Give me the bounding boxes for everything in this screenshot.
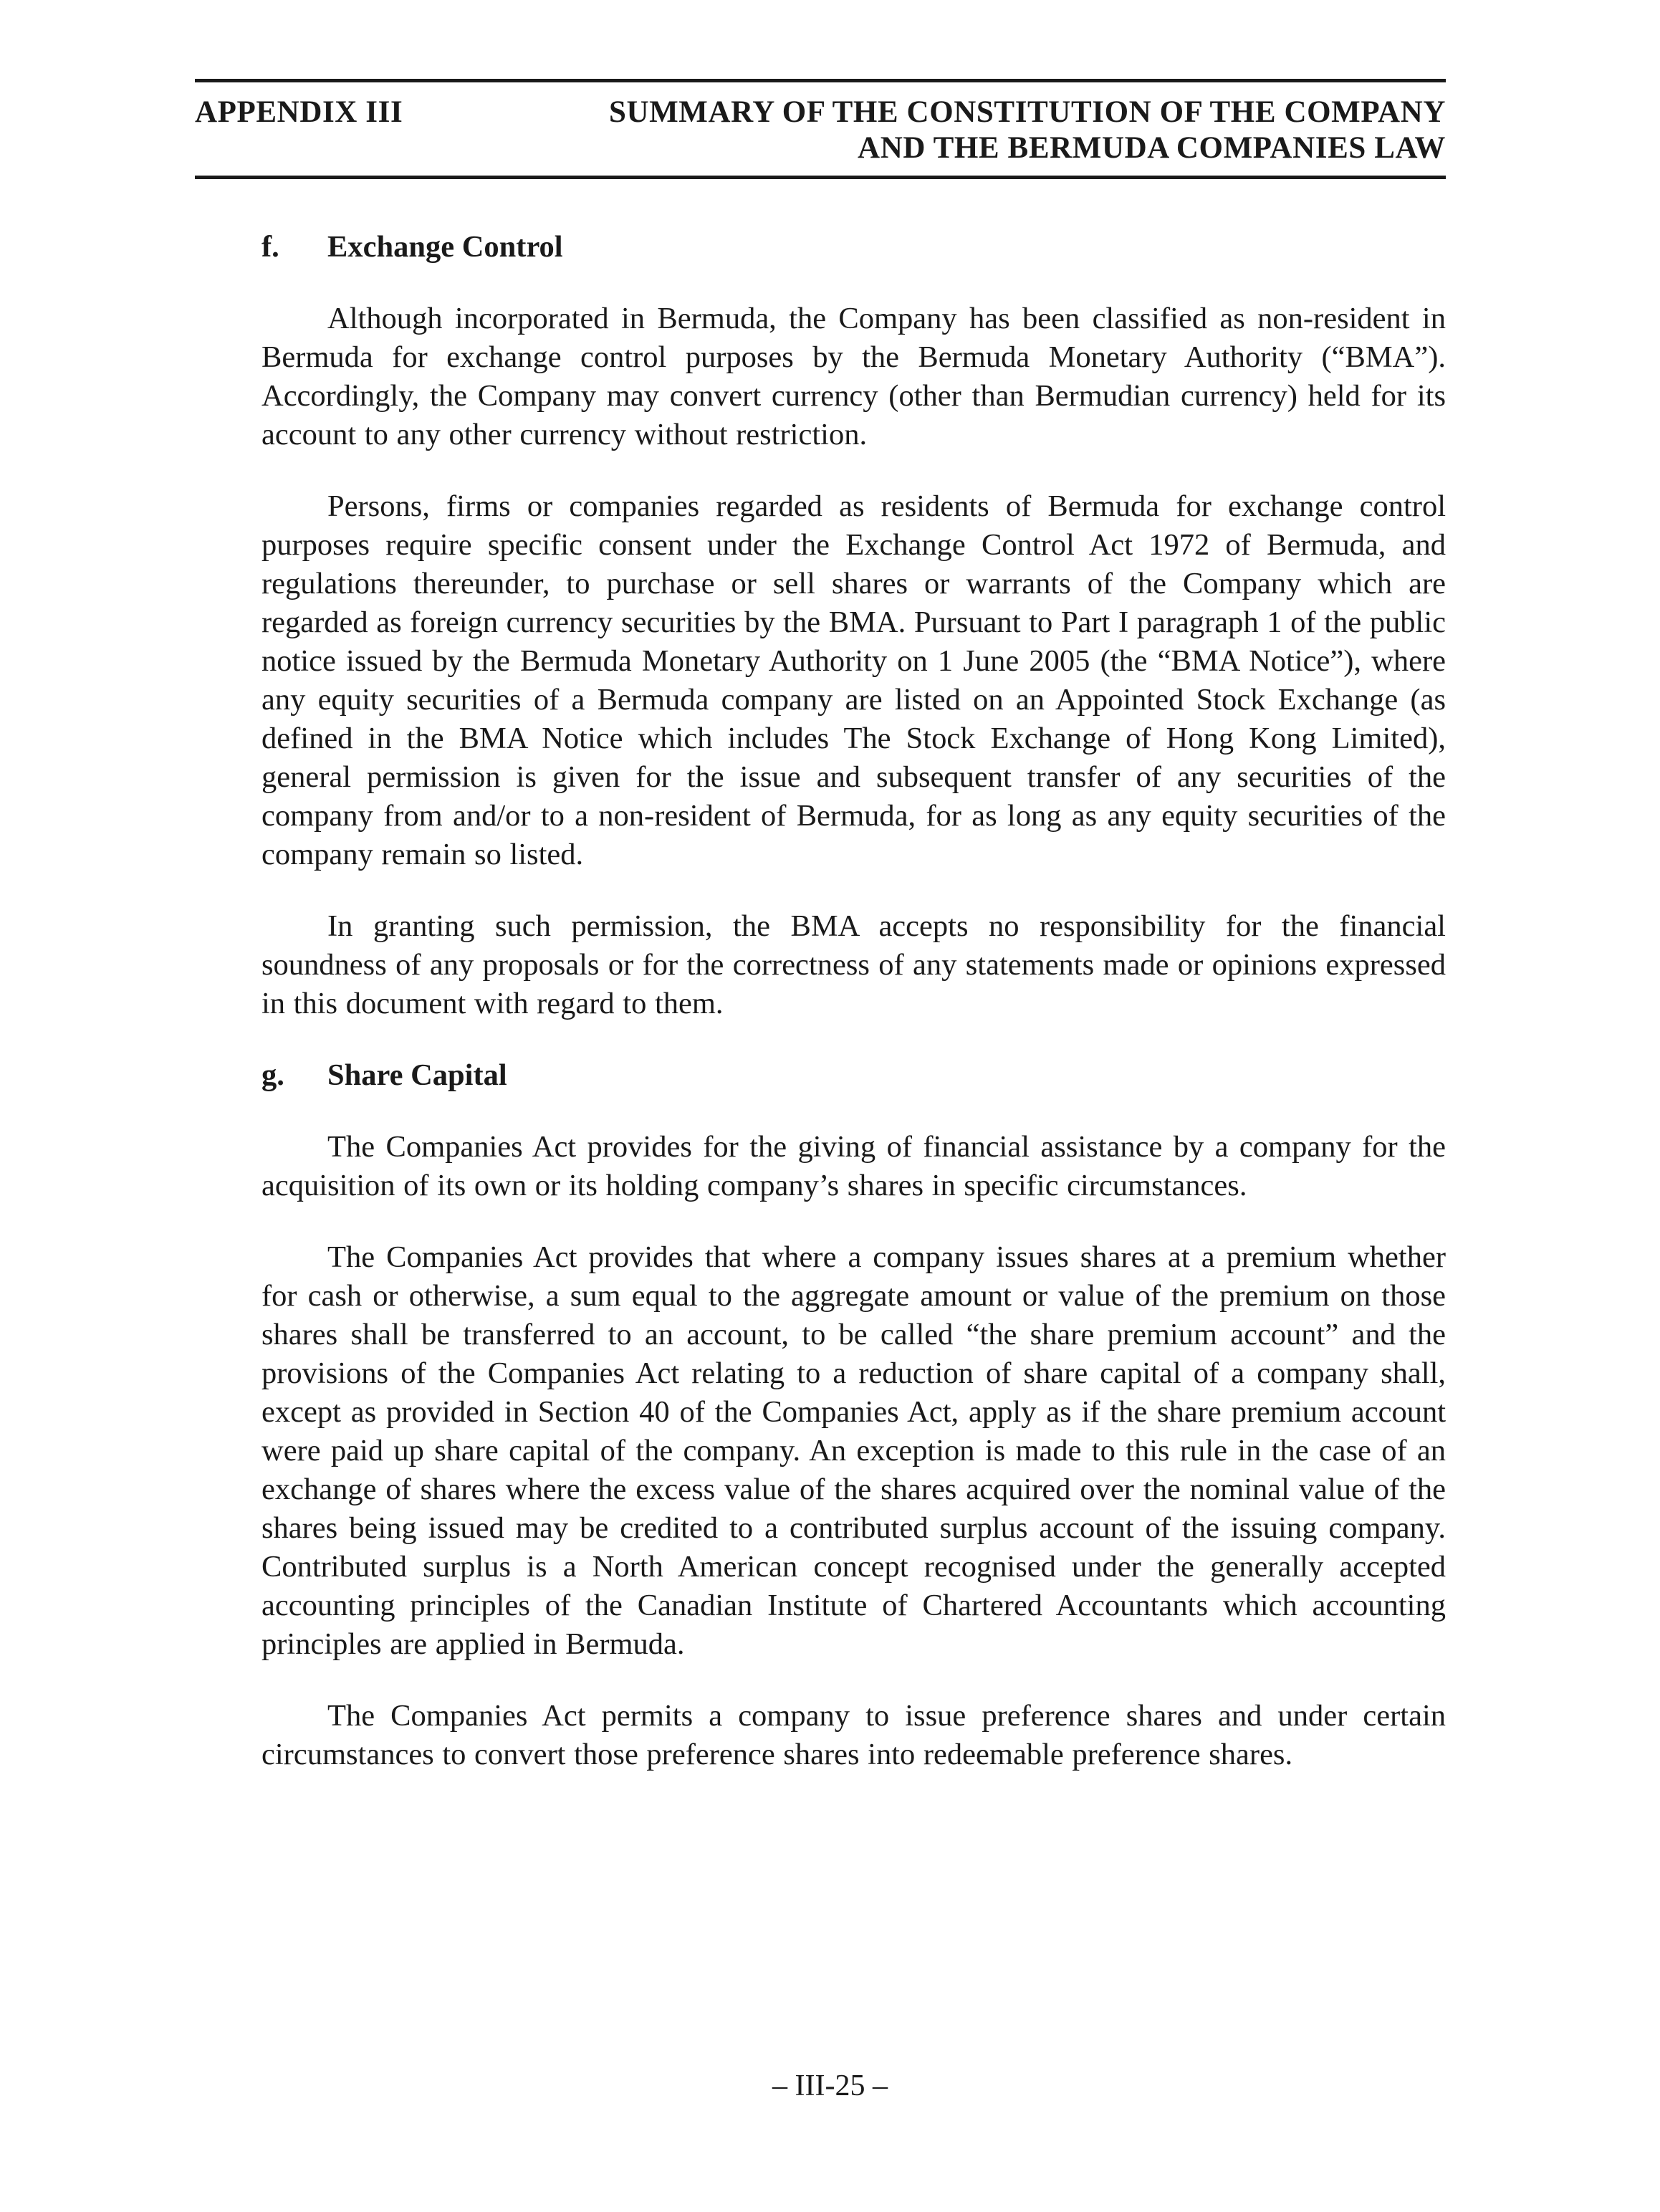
section-heading-share-capital [262,1056,1446,1095]
document-body [262,228,1446,1774]
appendix-title-line-1: SUMMARY OF THE CONSTITUTION OF THE COMPANY [608,95,1446,129]
paragraph: The Companies Act provides for the giving of financial assistance by a company for the acquisition of its own or its holding company’s shares in specific circumstances. [262,1130,1446,1202]
paragraph: The Companies Act provides that where a company issues shares at a premium whether for cash or otherwise, a sum equal to the aggregate amount or value of the premium on those shares shall be transferred to an account, to be called “the share premium account” and the provisions of the Companies Act relating to a reduction of share capital of a company shall, except as provided in Section 40 of the Companies Act, apply as if the share premium account were paid up share capital of the company. An exception is made to this rule in the case of an exchange of shares where the excess value of the shares acquired over the nominal value of the shares being issued may be credited to a contributed surplus account of the issuing company. Contributed surplus is a North American concept recognised under the generally accepted accounting principles of the Canadian Institute of Chartered Accountants which accounting principles are applied in Bermuda. [262,1240,1446,1661]
section-number: f. [262,230,279,264]
appendix-title [514,95,1446,166]
section-title: Share Capital [327,1058,507,1092]
section-title: Exchange Control [327,230,563,264]
page-header [195,95,1446,173]
paragraph: Persons, firms or companies regarded as residents of Bermuda for exchange control purposes require specific consent under the Exchange Control Act 1972 of Bermuda, and regulations thereunder, to purchase or sell shares or warrants of the Company which are regarded as foreign currency securities by the BMA. Pursuant to Part I paragraph 1 of the public notice issued by the Bermuda Monetary Authority on 1 June 2005 (the “BMA Notice”), where any equity securities of a Bermuda company are listed on an Appointed Stock Exchange (as defined in the BMA Notice which includes The Stock Exchange of Hong Kong Limited), general permission is given for the issue and subsequent transfer of any securities of the company from and/or to a non-resident of Bermuda, for as long as any equity securities of the company remain so listed. [262,489,1446,871]
appendix-label: APPENDIX III [195,95,403,129]
header-bottom-rule [195,176,1446,179]
page-number: – III-25 – [772,2069,888,2102]
section-number: g. [262,1058,284,1092]
paragraph: The Companies Act permits a company to issue preference shares and under certain circumstances to convert those preference shares into redeemable preference shares. [262,1699,1446,1771]
appendix-title-line-2: AND THE BERMUDA COMPANIES LAW [858,131,1446,165]
paragraph: In granting such permission, the BMA accepts no responsibility for the financial soundness of any proposals or for the correctness of any statements made or opinions expressed in this document with regard to them. [262,909,1446,1020]
section-heading-exchange-control [262,228,1446,267]
header-top-rule [195,79,1446,82]
paragraph: Although incorporated in Bermuda, the Company has been classified as non-resident in Bermuda for exchange control purposes by the Bermuda Monetary Authority (“BMA”). Accordingly, the Company may convert currency (other than Bermudian currency) held for its account to any other currency without restriction. [262,302,1446,451]
